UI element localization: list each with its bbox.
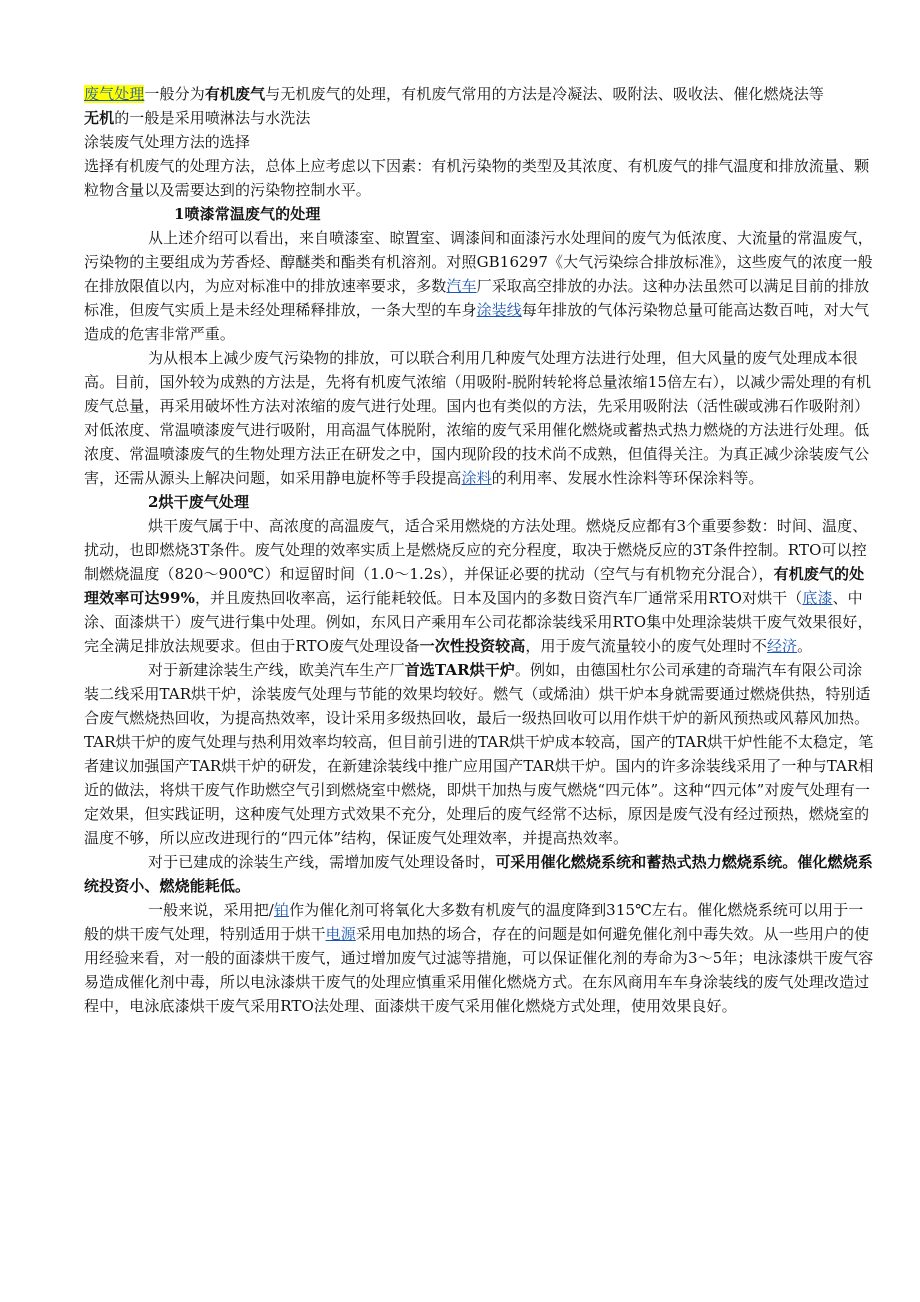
- drying-1-text-4: ，用于废气流量较小的废气处理时不: [525, 637, 767, 655]
- spray-1-text-3: 每年排放的气体污染物总量可能高达数百吨，对大气造成的危害非常严重。: [84, 301, 870, 343]
- paragraph-spray-2: [84, 346, 876, 490]
- paragraph-drying-4: [84, 898, 876, 1018]
- drying-3-bold-catalytic: 可采用催化燃烧系统和蓄热式热力燃烧系统。催化燃烧系统投资小、燃烧能耗低。: [84, 853, 873, 895]
- drying-4-text-3: 采用电加热的场合，存在的问题是如何避免催化剂中毒失效。从一些用户的使用经验来看，对一般的面漆烘干废气，通过增加废气过滤等措施，可以保证催化剂的寿命为3～5年；电泳漆烘干废气容易造成催化剂中毒，所以电泳漆烘干废气的处理应慎重采用催化燃烧方式。在东风商用车车身涂装线的废气处理改造过程中，电泳底漆烘干废气采用RTO法处理、面漆烘干废气采用催化燃烧方式处理，使用效果良好。: [84, 925, 874, 1015]
- link-waste-gas-treatment[interactable]: 废气处理: [84, 85, 145, 103]
- intro-bold-inorganic: 无机: [84, 109, 115, 127]
- drying-4-text-1b: 把/: [253, 901, 274, 919]
- drying-2-text-2: 。例如，由德国杜尔公司承建的奇瑞汽车有限公司涂装二线采用TAR烘干炉，涂装废气处理与节能的效果均较好。燃气（或烯油）烘干炉本身就需要通过燃烧供热，特别适合废气燃烧热回收，为提高热效率，设计采用多级热回收，最后一级热回收可以用作烘干炉的新风预热或风幕风加热。TAR烘干炉的废气处理与热利用效率均较高，但目前引进的TAR烘干炉成本较高，国产的TAR烘干炉性能不太稳定，笔者建议加强国产TAR烘干炉的研发，在新建涂装线中推广应用国产TAR烘干炉。国内的许多涂装线采用了一种与TAR相近的做法，将烘干废气作助燃空气引到燃烧室中燃烧，即烘干加热与废气燃烧“四元体”。这种“四元体”对废气处理有一定效果，但实践证明，这种废气处理方式效果不充分，处理后的废气经常不达标，原因是废气没有经过预热，燃烧室的温度不够，所以应改进现行的“四元体”结构，保证废气处理效率，并提高热效率。: [84, 661, 874, 847]
- intro-text-1: 一般分为: [144, 85, 205, 103]
- heading-drying-exhaust: 2烘干废气处理: [148, 493, 250, 511]
- paragraph-drying-2: [84, 658, 876, 850]
- drying-1-text-5: 。: [797, 637, 813, 655]
- heading-spray-exhaust: 1喷漆常温废气的处理: [174, 205, 321, 223]
- drying-3-text-1: 对于已建成的涂装生产线，需增加废气处理设备时，: [148, 853, 496, 871]
- drying-2-bold-tar: 首选TAR烘干炉: [404, 661, 515, 679]
- paragraph-drying-1: [84, 514, 876, 658]
- drying-1-bold-efficiency: 有机废气的处理效率可达99%: [84, 565, 865, 607]
- selection-paragraph: 选择有机废气的处理方法，总体上应考虑以下因素：有机污染物的类型及其浓度、有机废气的排气温度和排放流量、颗粒物含量以及需要达到的污染物控制水平。: [84, 157, 870, 199]
- link-economy[interactable]: 经济: [766, 637, 798, 655]
- link-primer[interactable]: 底漆: [802, 589, 833, 607]
- spray-1-text-2: 厂采取高空排放的办法。这种办法虽然可以满足目前的排放标准，但废气实质上是未经处理稀释排放，一条大型的车身: [84, 277, 870, 319]
- link-power-source[interactable]: 电源: [325, 925, 356, 943]
- document-body: [84, 82, 876, 1018]
- drying-1-text-2: ，并且废热回收率高，运行能耗较低。日本及国内的多数日资汽车厂通常采用RTO对烘干（: [194, 589, 803, 607]
- intro-text-3: 的一般是采用喷淋法与水洗法: [114, 109, 311, 127]
- intro-bold-organic: 有机废气: [204, 85, 266, 103]
- spray-2-text-2: 的利用率、发展水性涂料等环保涂料等。: [491, 469, 764, 487]
- section-title: 涂装废气处理方法的选择: [84, 133, 251, 151]
- drying-1-text-1: 烘干废气属于中、高浓度的高温废气，适合采用燃烧的方法处理。燃烧反应都有3个重要参数：时间、温度、扰动，也即燃烧3T条件。废气处理的效率实质上是燃烧反应的充分程度，取决于燃烧反应的3T条件控制。RTO可以控制燃烧温度（820～900℃）和逗留时间（1.0～1.2s），并保证必要的扰动（空气与有机物充分混合），: [84, 517, 868, 583]
- link-coating-line[interactable]: 涂装线: [476, 301, 522, 319]
- paragraph-drying-3: [84, 850, 876, 898]
- paragraph-spray-1: [84, 226, 876, 346]
- drying-2-text-1: 对于新建涂装生产线，欧美汽车生产厂: [148, 661, 405, 679]
- drying-4-text-1: 一般来说，采用: [148, 901, 254, 919]
- link-platinum[interactable]: 铂: [273, 901, 290, 919]
- intro-paragraph: [84, 82, 876, 130]
- spray-1-text-1: 从上述介绍可以看出，来自喷漆室、晾置室、调漆间和面漆污水处理间的废气为低浓度、大流量的常温废气，污染物的主要组成为芳香烃、醇醚类和酯类有机溶剂。对照GB16297《大气污染综合排放标准》，这些废气的浓度一般在排放限值以内，为应对标准中的排放速率要求，多数: [84, 229, 873, 295]
- link-car[interactable]: 汽车: [446, 277, 477, 295]
- drying-4-text-2: 作为催化剂可将氧化大多数有机废气的温度降到315℃左右。催化燃烧系统可以用于一般的烘干废气处理，特别适用于烘干: [84, 901, 864, 943]
- spray-2-text-1: 为从根本上减少废气污染物的排放，可以联合利用几种废气处理方法进行处理，但大风量的废气处理成本很高。目前，国外较为成熟的方法是，先将有机废气浓缩（用吸附-脱附转轮将总量浓缩15倍左右），以减少需处理的有机废气总量，再采用破坏性方法对浓缩的废气进行处理。国内也有类似的方法，先采用吸附法（活性碳或沸石作吸附剂）对低浓度、常温喷漆废气进行吸附，用高温气体脱附，浓缩的废气采用催化燃烧或蓄热式热力燃烧的方法进行处理。低浓度、常温喷漆废气的生物处理方法正在研发之中，国内现阶段的技术尚不成熟，但值得关注。为真正减少涂装废气公害，还需从源头上解决问题，如采用静电旋杯等手段提高: [84, 349, 872, 487]
- drying-1-bold-investment: 一次性投资较高: [419, 637, 526, 655]
- drying-1-text-3: 、中涂、面漆烘干）废气进行集中处理。例如，东风日产乘用车公司花都涂装线采用RTO集中处理涂装烘干废气效果很好，完全满足排放法规要求。但由于RTO废气处理设备: [84, 589, 873, 655]
- intro-text-2: 与无机废气的处理，有机废气常用的方法是冷凝法、吸附法、吸收法、催化燃烧法等: [265, 85, 824, 103]
- link-paint[interactable]: 涂料: [461, 469, 492, 487]
